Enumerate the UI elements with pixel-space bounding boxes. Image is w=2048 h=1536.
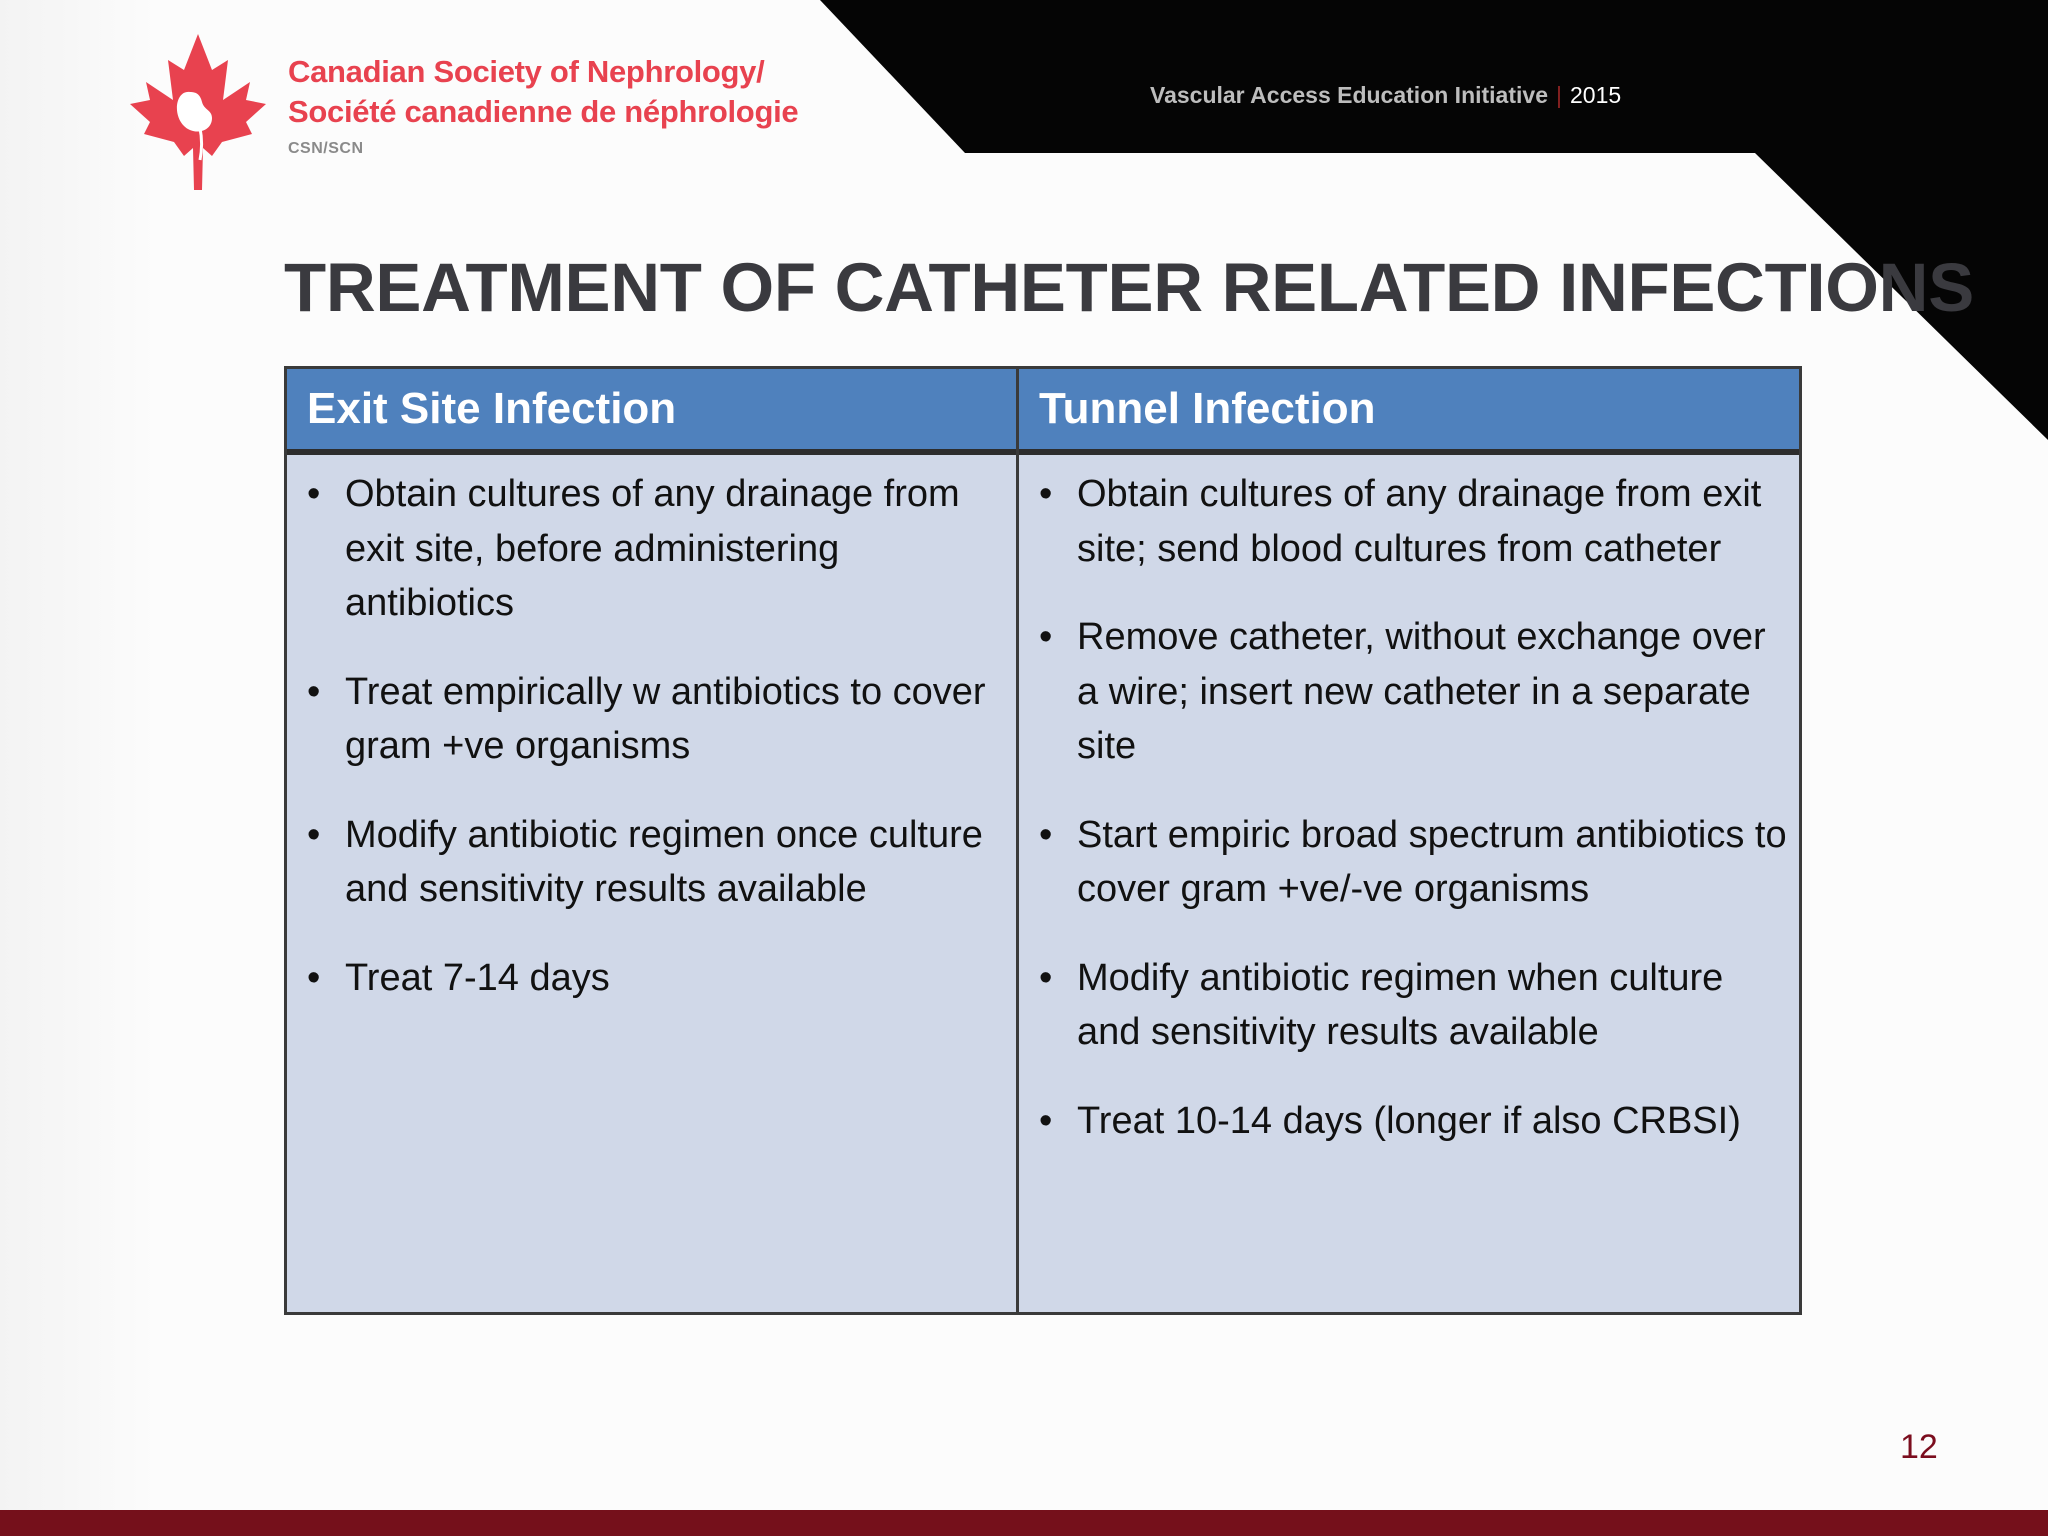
- tunnel-list: [1019, 455, 1799, 1148]
- list-item: • Modify antibiotic regimen when culture and sensitivity results available: [1019, 951, 1799, 1060]
- logo-text: [288, 52, 798, 158]
- page-number: 12: [1900, 1428, 1938, 1466]
- footer-bar: [0, 1510, 2048, 1536]
- header-separator: |: [1556, 82, 1562, 108]
- list-item: • Modify antibiotic regimen once culture and sensitivity results available: [287, 808, 1016, 917]
- table-column-exit-site: [287, 369, 1019, 1312]
- logo-line-french: Société canadienne de néphrologie: [288, 94, 799, 129]
- treatment-table: [284, 366, 1802, 1315]
- exit-site-list: [287, 455, 1016, 1005]
- slide-title: TREATMENT OF CATHETER RELATED INFECTIONS: [284, 249, 1974, 326]
- logo-line-english: Canadian Society of Nephrology/: [288, 54, 765, 89]
- column-header-exit-site: Exit Site Infection: [287, 369, 1016, 455]
- initiative-name: Vascular Access Education Initiative: [1150, 82, 1548, 108]
- list-item: • Obtain cultures of any drainage from exit site, before administering antibiotics: [287, 467, 1016, 631]
- header-initiative: [1150, 82, 1621, 109]
- header-year: 2015: [1569, 82, 1622, 108]
- list-item: • Obtain cultures of any drainage from exit site; send blood cultures from catheter: [1019, 467, 1799, 576]
- list-item: • Remove catheter, without exchange over a wire; insert new catheter in a separate site: [1019, 610, 1799, 774]
- header-band-top: [820, 0, 2048, 153]
- maple-leaf-icon: [128, 30, 268, 195]
- list-item: • Treat empirically w antibiotics to cover gram +ve organisms: [287, 665, 1016, 774]
- list-item: • Treat 7-14 days: [287, 951, 1016, 1006]
- list-item: • Start empiric broad spectrum antibiotics to cover gram +ve/-ve organisms: [1019, 808, 1799, 917]
- logo-abbreviation: CSN/SCN: [288, 140, 364, 157]
- table-column-tunnel: [1019, 369, 1799, 1312]
- list-item: • Treat 10-14 days (longer if also CRBSI): [1019, 1094, 1799, 1149]
- csn-logo: [128, 30, 808, 200]
- column-header-tunnel: Tunnel Infection: [1019, 369, 1799, 455]
